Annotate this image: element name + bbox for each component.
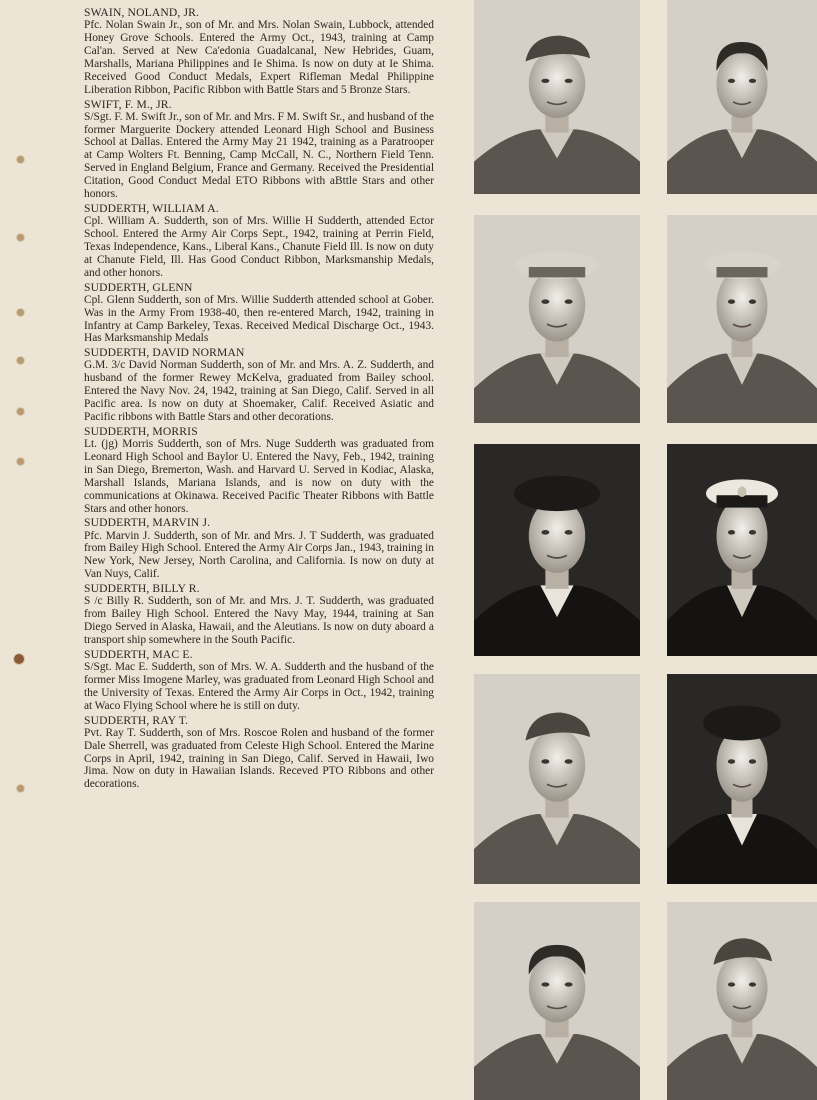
entry-name: SWAIN, NOLAND, JR. <box>84 6 200 19</box>
portrait-photo <box>667 444 817 656</box>
entry-body: S/Sgt. F. M. Swift Jr., son of Mr. and Mrs. F M. Swift Sr., and husband of the former Marguerite Dockery attended Leonard High School and Business School at Dallas. Entered the Army May 21 1942, training as a Paratrooper at Camp Wolters Ft. Benning, Camp McCall, N. C., Northern Field Tenn. Served in England Belgium, France and Germany. Received the Presidential Citation, Good Conduct Medal ETO Ribbons with aBttle Stars and other honors. <box>84 110 434 201</box>
entry-body: S/Sgt. Mac E. Sudderth, son of Mrs. W. A. Sudderth and the husband of the former Miss Imogene Marley, was graduated from Leonard High School and the University of Texas. Entered the Army Air Corps in Oct., 1942, training at Waco Flying School where he is still on duty. <box>84 661 434 712</box>
portrait-image <box>474 902 640 1100</box>
entry-swift <box>84 98 434 201</box>
entry-marvin <box>84 516 434 581</box>
entry-name: SUDDERTH, RAY T. <box>84 713 189 727</box>
binder-hole <box>14 654 24 664</box>
entry-body: S /c Billy R. Sudderth, son of Mr. and Mrs. J. T. Sudderth, was graduated from Bailey High School. Entered the Navy May, 1944, training at San Diego Served in Alaska, Hawaii, and the Aleutians. Is now on duty aboard a transport ship somewhere in the South Pacific. <box>84 595 434 646</box>
entry-body: Lt. (jg) Morris Sudderth, son of Mrs. Nuge Sudderth was graduated from Leonard High School and Baylor U. Entered the Navy, Feb., 1942, training in San Diego, Bremerton, Wash. and Harvard U. Served in Kodiac, Alaska, Marshall Islands, Mariana Islands, and is now on duty with the communications at Okinawa. Received Pacific Theater Ribbons with Battle Stars and other honors. <box>84 438 434 515</box>
portrait-image <box>667 0 817 194</box>
entry-body: Pfc. Nolan Swain Jr., son of Mr. and Mrs. Nolan Swain, Lubbock, attended Honey Grove Schools. Entered the Army Oct., 1943, training at Camp Cal'an. Served at New Ca'edonia Guadalcanal, New Hebrides, Guam, Marshalls, Mariana Philippines and Ie Shima. Is now on duty at Ie Shima. Received Good Conduct Medals, Expert Rifleman Medal Philippine Liberation Ribbon, Pacific Ribbon with Battle Stars and 5 Bronze Stars. <box>84 19 434 96</box>
entry-name: SUDDERTH, GLENN <box>84 280 193 294</box>
portrait-photo <box>667 215 817 423</box>
portrait-image <box>667 902 817 1100</box>
binder-hole <box>17 357 24 364</box>
entry-name: SUDDERTH, DAVID NORMAN <box>84 346 245 360</box>
portrait-image <box>474 215 640 423</box>
binder-hole <box>17 785 24 792</box>
entry-name: SUDDERTH, MAC E. <box>84 647 193 661</box>
entry-david <box>84 346 434 424</box>
portrait-image <box>474 444 640 656</box>
binder-hole <box>17 458 24 465</box>
portrait-photo <box>667 674 817 884</box>
entry-body: Pvt. Ray T. Sudderth, son of Mrs. Roscoe Rolen and husband of the former Dale Sherrell, was graduated from Celeste High School. Entered the Marine Corps in April, 1942, training in San Diego, Calif. Served in Hawaii, Iwo Jima. Now on duty in Hawaiian Islands. Receved PTO Ribbons and other decorations. <box>84 726 434 791</box>
portrait-photo <box>474 674 640 884</box>
portrait-photo <box>667 0 817 194</box>
entry-morris <box>84 425 434 516</box>
binder-hole <box>17 234 24 241</box>
entry-name: SUDDERTH, BILLY R. <box>84 582 200 596</box>
entry-ray <box>84 714 434 792</box>
binder-hole <box>17 309 24 316</box>
entry-william <box>84 202 434 280</box>
entry-name: SUDDERTH, MARVIN J. <box>84 516 211 530</box>
entry-swain <box>84 6 434 97</box>
entry-name: SWIFT, F. M., JR. <box>84 97 172 111</box>
binder-hole <box>17 156 24 163</box>
portrait-photo <box>474 902 640 1100</box>
biography-column <box>84 6 434 792</box>
entry-body: Pfc. Marvin J. Sudderth, son of Mr. and Mrs. J. T Sudderth, was graduated from Bailey High School. Entered the Army Air Corps Jan., 1943, training in New York, New Jersey, North Carolina, and California. Is now on duty at Van Nuys, Calif. <box>84 529 434 581</box>
entry-body: Cpl. William A. Sudderth, son of Mrs. Willie H Sudderth, attended Ector School. Entered the Army Air Corps Sept., 1942, training at Perrin Field, Texas Independence, Kans., Liberal Kans., Chanute Field Ill. Is now on duty at Chanute Field, Ill. Has Good Conduct Ribbon, Marksmanship Medals, and other honors. <box>84 215 434 279</box>
portrait-image <box>474 674 640 884</box>
portrait-image <box>667 674 817 884</box>
entry-body: G.M. 3/c David Norman Sudderth, son of Mr. and Mrs. A. Z. Sudderth, and husband of the former Rewey McKelva, graduated from Bailey school. Entered the Navy Nov. 24, 1942, training at San Diego, Calif. Served in all Pacific area. Is now on duty at Shoemaker, Calif. Received Asiatic and Pacific ribbons with Battle Stars and other decorations. <box>84 359 434 424</box>
entry-billy <box>84 582 434 647</box>
entry-glenn <box>84 281 434 346</box>
portrait-photo <box>474 215 640 423</box>
portrait-image <box>667 444 817 656</box>
entry-name: SUDDERTH, MORRIS <box>84 424 198 438</box>
binder-hole <box>17 408 24 415</box>
portrait-image <box>474 0 640 194</box>
portrait-photo <box>667 902 817 1100</box>
portrait-image <box>667 215 817 423</box>
portrait-photo <box>474 444 640 656</box>
portrait-photo <box>474 0 640 194</box>
entry-mac <box>84 648 434 713</box>
entry-name: SUDDERTH, WILLIAM A. <box>84 201 219 215</box>
entry-body: Cpl. Glenn Sudderth, son of Mrs. Willie Sudderth attended school at Gober. Was in the Army From 1938-40, then re-entered March, 1942, training in Infantry at Camp Barkeley, Texas. Received Medical Discharge Oct., 1943. Has Marksmanship Medals <box>84 293 434 345</box>
